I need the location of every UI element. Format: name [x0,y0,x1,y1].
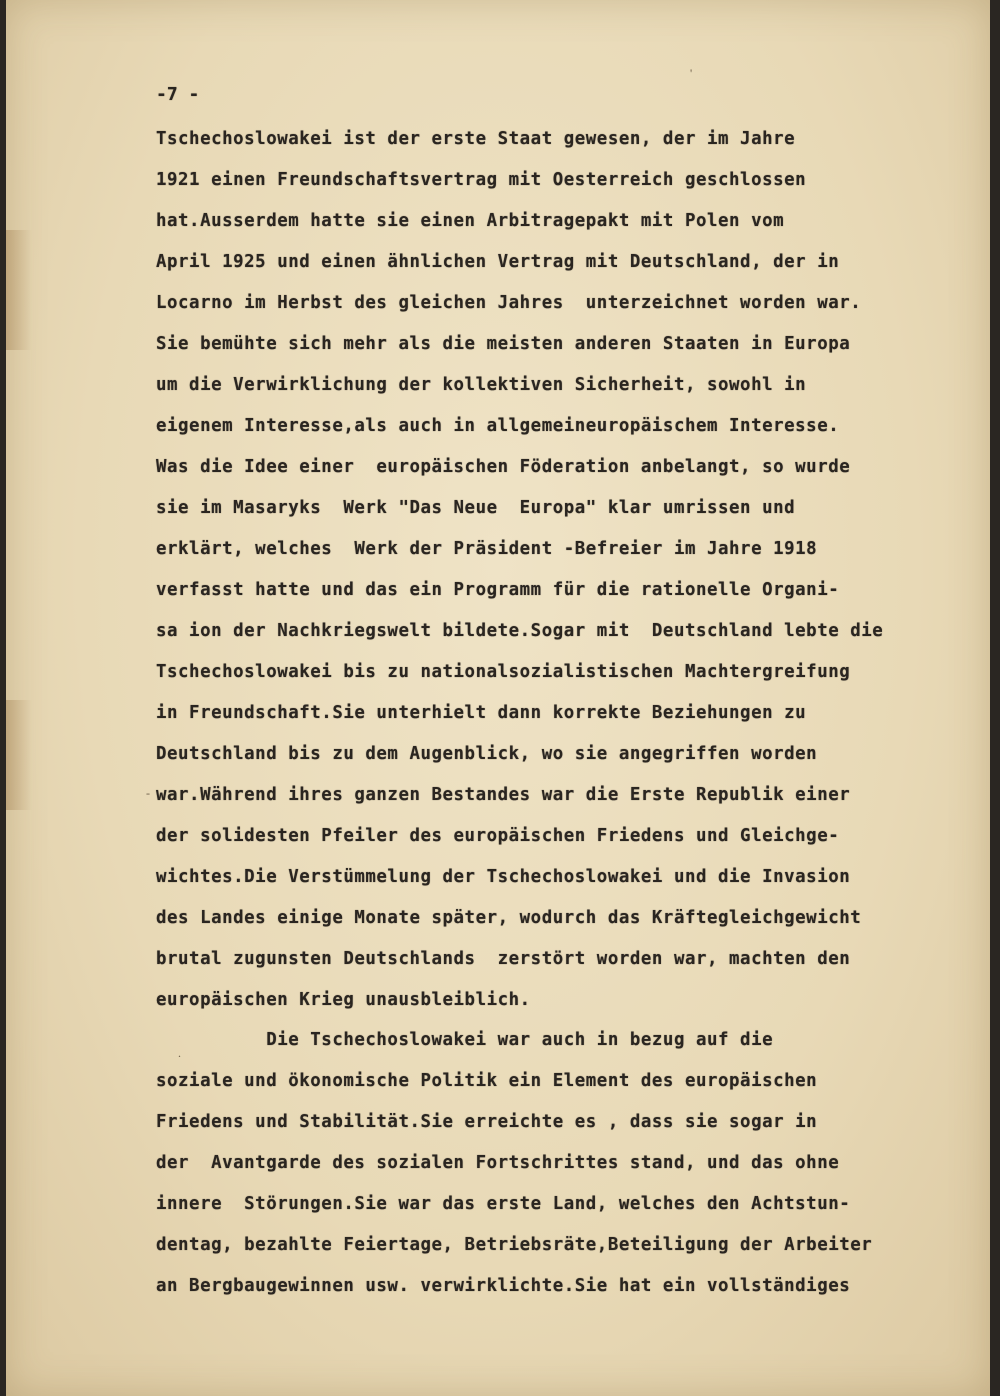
text-line: Was die Idee einer europäischen Föderation anbelangt, so wurde [156,457,851,477]
text-line: Deutschland bis zu dem Augenblick, wo sie angegriffen worden [156,744,818,764]
text-line: des Landes einige Monate später, wodurch das Kräftegleichgewicht [156,908,862,928]
text-line: April 1925 und einen ähnlichen Vertrag mit Deutschland, der in [156,252,840,272]
text-line: hat.Ausserdem hatte sie einen Arbitragepakt mit Polen vom [156,211,785,231]
typed-text-block [6,0,990,1396]
paper-speck: ' [690,66,693,80]
text-line: sa ion der Nachkriegswelt bildete.Sogar mit Deutschland lebte die [156,621,884,641]
text-line: um die Verwirklichung der kollektiven Sicherheit, sowohl in [156,375,807,395]
text-line: Tschechoslowakei ist der erste Staat gewesen, der im Jahre [156,129,796,149]
text-line: war.Während ihres ganzen Bestandes war die Erste Republik einer [156,785,851,805]
text-line: Friedens und Stabilität.Sie erreichte es , dass sie sogar in [156,1112,818,1132]
text-line: soziale und ökonomische Politik ein Element des europäischen [156,1071,818,1091]
paper-speck: . [178,1046,181,1060]
paper-speck: - [146,786,150,800]
text-line: der Avantgarde des sozialen Fortschrittes stand, und das ohne [156,1153,840,1173]
page-number: -7 - [156,84,200,105]
text-line: innere Störungen.Sie war das erste Land, welches den Achtstun- [156,1194,851,1214]
text-line: Sie bemühte sich mehr als die meisten anderen Staaten in Europa [156,334,851,354]
text-line: wichtes.Die Verstümmelung der Tschechoslowakei und die Invasion [156,867,851,887]
text-line: eigenem Interesse,als auch in allgemeineuropäischem Interesse. [156,416,840,436]
document-page [6,0,990,1396]
text-line: brutal zugunsten Deutschlands zerstört worden war, machten den [156,949,851,969]
text-line: 1921 einen Freundschaftsvertrag mit Oesterreich geschlossen [156,170,807,190]
text-line: dentag, bezahlte Feiertage, Betriebsräte,Beteiligung der Arbeiter [156,1235,873,1255]
text-line: Die Tschechoslowakei war auch in bezug auf die [156,1030,774,1050]
text-line: in Freundschaft.Sie unterhielt dann korrekte Beziehungen zu [156,703,807,723]
text-line: europäischen Krieg unausbleiblich. [156,990,531,1010]
text-line: der solidesten Pfeiler des europäischen Friedens und Gleichge- [156,826,840,846]
text-line: Locarno im Herbst des gleichen Jahres unterzeichnet worden war. [156,293,862,313]
text-line: erklärt, welches Werk der Präsident -Befreier im Jahre 1918 [156,539,818,559]
text-line: verfasst hatte und das ein Programm für die rationelle Organi- [156,580,840,600]
text-line: Tschechoslowakei bis zu nationalsozialistischen Machtergreifung [156,662,851,682]
text-line: sie im Masaryks Werk "Das Neue Europa" klar umrissen und [156,498,796,518]
text-line: an Bergbaugewinnen usw. verwirklichte.Sie hat ein vollständiges [156,1276,851,1296]
